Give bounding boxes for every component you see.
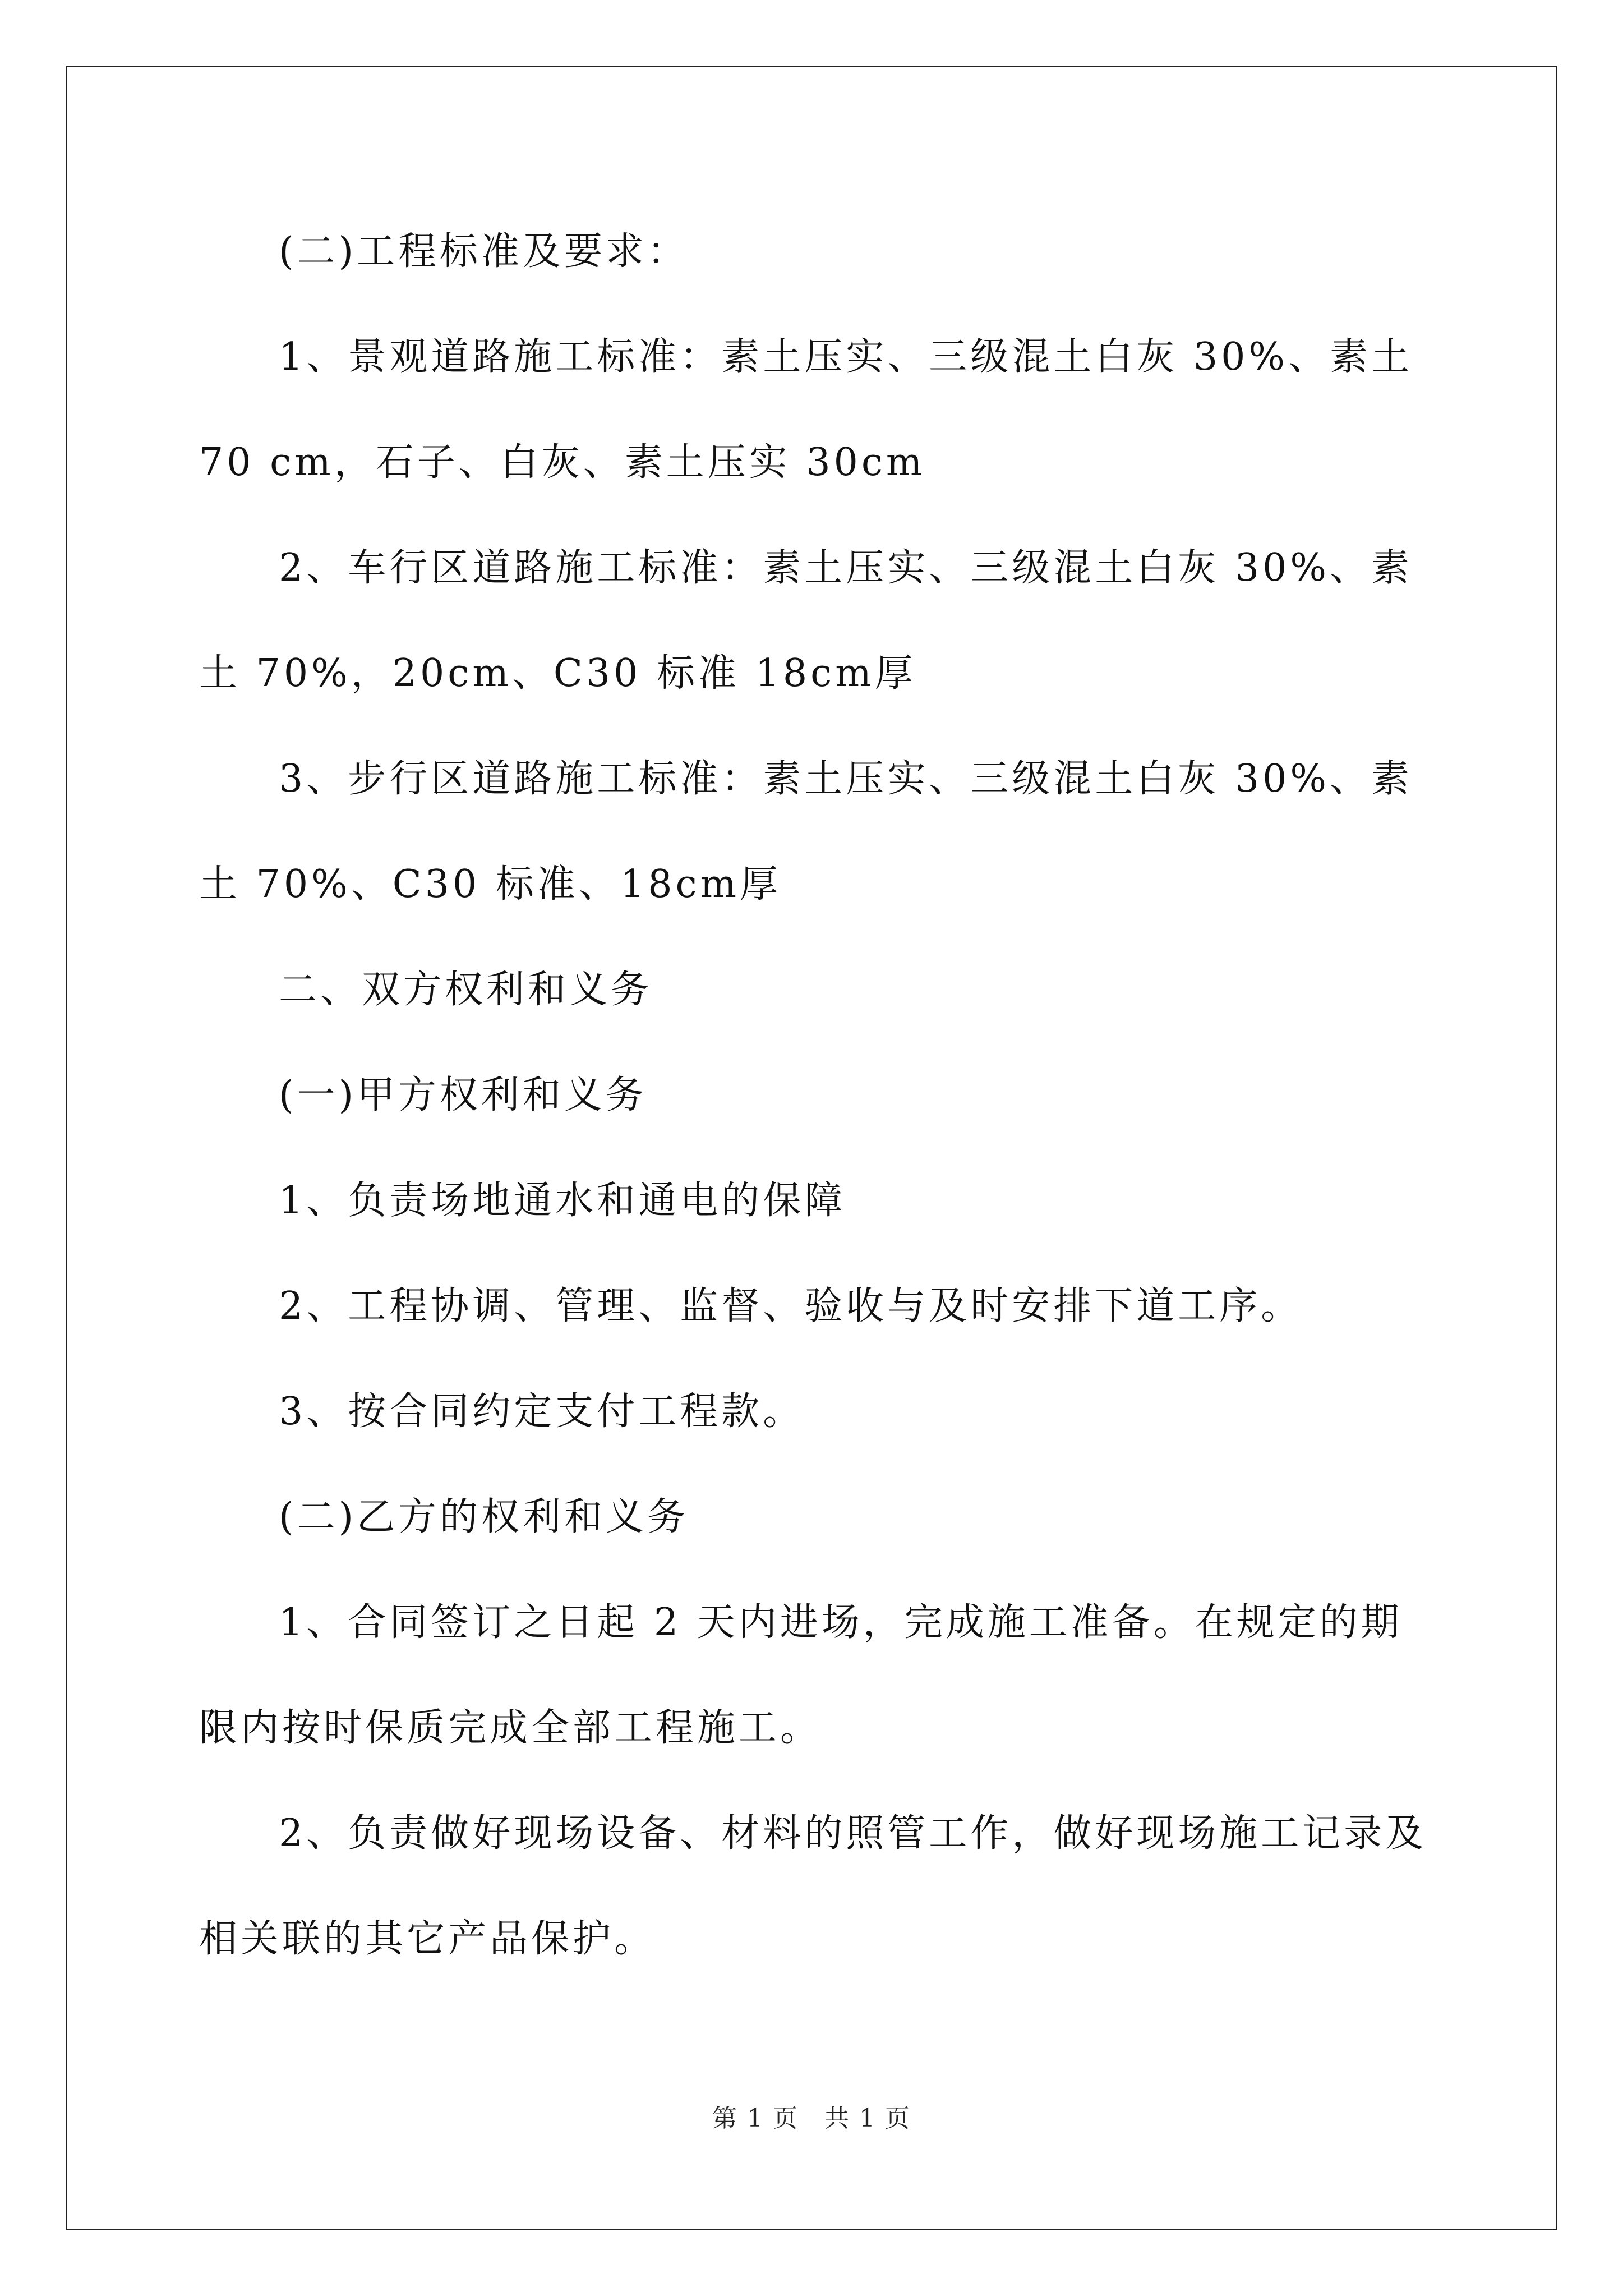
paragraph-pedestrian-road-standard: 3、步行区道路施工标准：素土压实、三级混土白灰 30%、素土 70%、C30 标准、18cm厚 [199, 757, 1413, 907]
section-heading-engineering-standards: (二)工程标准及要求： [279, 229, 689, 274]
paragraph-party-a-item-1: 1、负责场地通水和通电的保障 [279, 1179, 846, 1223]
paragraph-landscape-road-standard: 1、景观道路施工标准：素土压实、三级混土白灰 30%、素土 70 cm，石子、白灰、素土压实 30cm [199, 335, 1413, 485]
subsection-heading-party-a: (一)甲方权利和义务 [279, 1073, 648, 1117]
paragraph-party-b-item-2: 2、负责做好现场设备、材料的照管工作，做好现场施工记录及相关联的其它产品保护。 [199, 1811, 1427, 1961]
subsection-heading-party-b: (二)乙方的权利和义务 [279, 1495, 689, 1539]
paragraph-party-a-item-3: 3、按合同约定支付工程款。 [279, 1389, 805, 1434]
paragraph-party-b-item-1: 1、合同签订之日起 2 天内进场，完成施工准备。在规定的期限内按时保质完成全部工程施工。 [199, 1600, 1403, 1750]
document-body [199, 199, 1433, 1992]
page-footer: 第 1 页 共 1 页 [712, 2104, 911, 2133]
section-heading-rights-obligations: 二、双方权利和义务 [279, 968, 653, 1012]
paragraph-vehicle-road-standard: 2、车行区道路施工标准：素土压实、三级混土白灰 30%、素土 70%，20cm、C30 标准 18cm厚 [199, 546, 1413, 696]
paragraph-party-a-item-2: 2、工程协调、管理、监督、验收与及时安排下道工序。 [279, 1284, 1303, 1328]
